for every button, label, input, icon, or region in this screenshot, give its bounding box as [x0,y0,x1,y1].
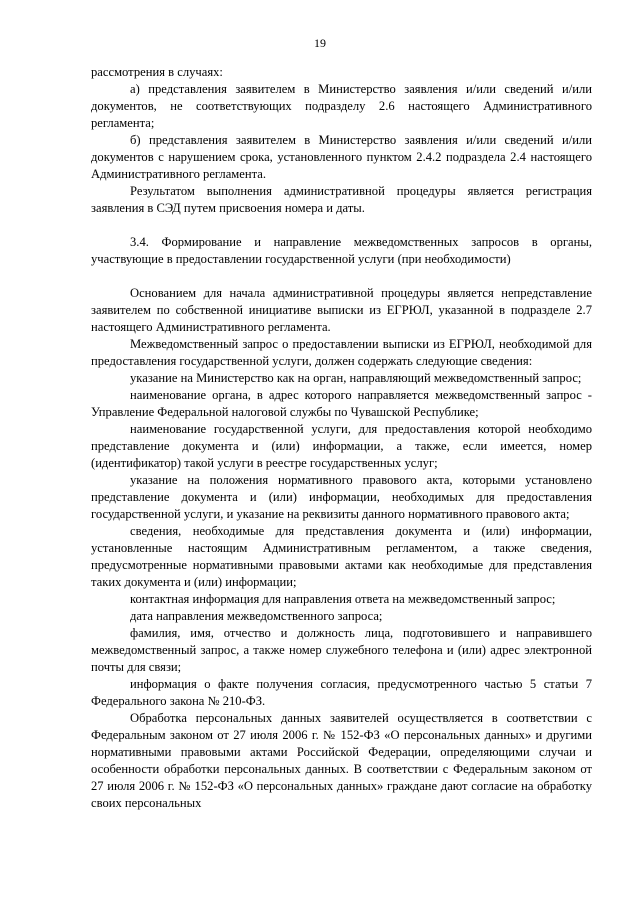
paragraph: Обработка персональных данных заявителей осуществляется в соответствии с Федеральным законом от 27 июля 2006 г. № 152-ФЗ «О персональных данных» и другими нормативными правовыми актами Российской Федерации, определяющими случаи и особенности обработки персональных данных. В соответствии с Федеральным законом от 27 июля 2006 г. № 152-ФЗ «О персональных данных» граждане дают согласие на обработку своих персональных [91,711,592,810]
paragraph: информация о факте получения согласия, предусмотренного частью 5 статьи 7 Федерального закона № 210-ФЗ. [91,677,592,708]
paragraph-gap [91,217,592,234]
paragraph: рассмотрения в случаях: [91,65,223,79]
paragraph: а) представления заявителем в Министерство заявления и/или сведений и/или документов, не соответствующих подразделу 2.6 настоящего Административного регламента; [91,82,592,130]
paragraph-gap [91,268,592,285]
paragraph: дата направления межведомственного запроса; [130,609,383,623]
paragraph: указание на Министерство как на орган, направляющий межведомственный запрос; [130,371,582,385]
paragraph: контактная информация для направления ответа на межведомственный запрос; [130,592,556,606]
paragraph: фамилия, имя, отчество и должность лица, подготовившего и направившего межведомственный запрос, а также номер служебного телефона и (или) адрес электронной почты для связи; [91,626,592,674]
paragraph: наименование государственной услуги, для предоставления которой необходимо представление документа и (или) информации, а также, если имеется, номер (идентификатор) такой услуги в реестре государственных услуг; [91,422,592,470]
paragraph: Основанием для начала административной процедуры является непредставление заявителем по собственной инициативе выписки из ЕГРЮЛ, указанной в подразделе 2.7 настоящего Административного регламента. [91,286,592,334]
paragraph: 3.4. Формирование и направление межведомственных запросов в органы, участвующие в предоставлении государственной услуги (при необходимости) [91,235,592,266]
document-body [91,64,592,812]
paragraph: наименование органа, в адрес которого направляется межведомственный запрос - Управление Федеральной налоговой службы по Чувашской Республике; [91,388,592,419]
paragraph: Результатом выполнения административной процедуры является регистрация заявления в СЭД путем присвоения номера и даты. [91,184,592,215]
paragraph: б) представления заявителем в Министерство заявления и/или сведений и/или документов с нарушением срока, установленного пунктом 2.4.2 подраздела 2.4 настоящего Административного регламента. [91,133,592,181]
page-number: 19 [314,36,326,50]
paragraph: сведения, необходимые для представления документа и (или) информации, установленные настоящим Административным регламентом, а также сведения, предусмотренные нормативными правовыми актами как необходимые для представления таких документа и (или) информации; [91,524,592,589]
paragraph: Межведомственный запрос о предоставлении выписки из ЕГРЮЛ, необходимой для предоставления государственной услуги, должен содержать следующие сведения: [91,337,592,368]
paragraph: указание на положения нормативного правового акта, которыми установлено представление документа и (или) информации, необходимых для предоставления государственной услуги, и указание на реквизиты данного нормативного правового акта; [91,473,592,521]
